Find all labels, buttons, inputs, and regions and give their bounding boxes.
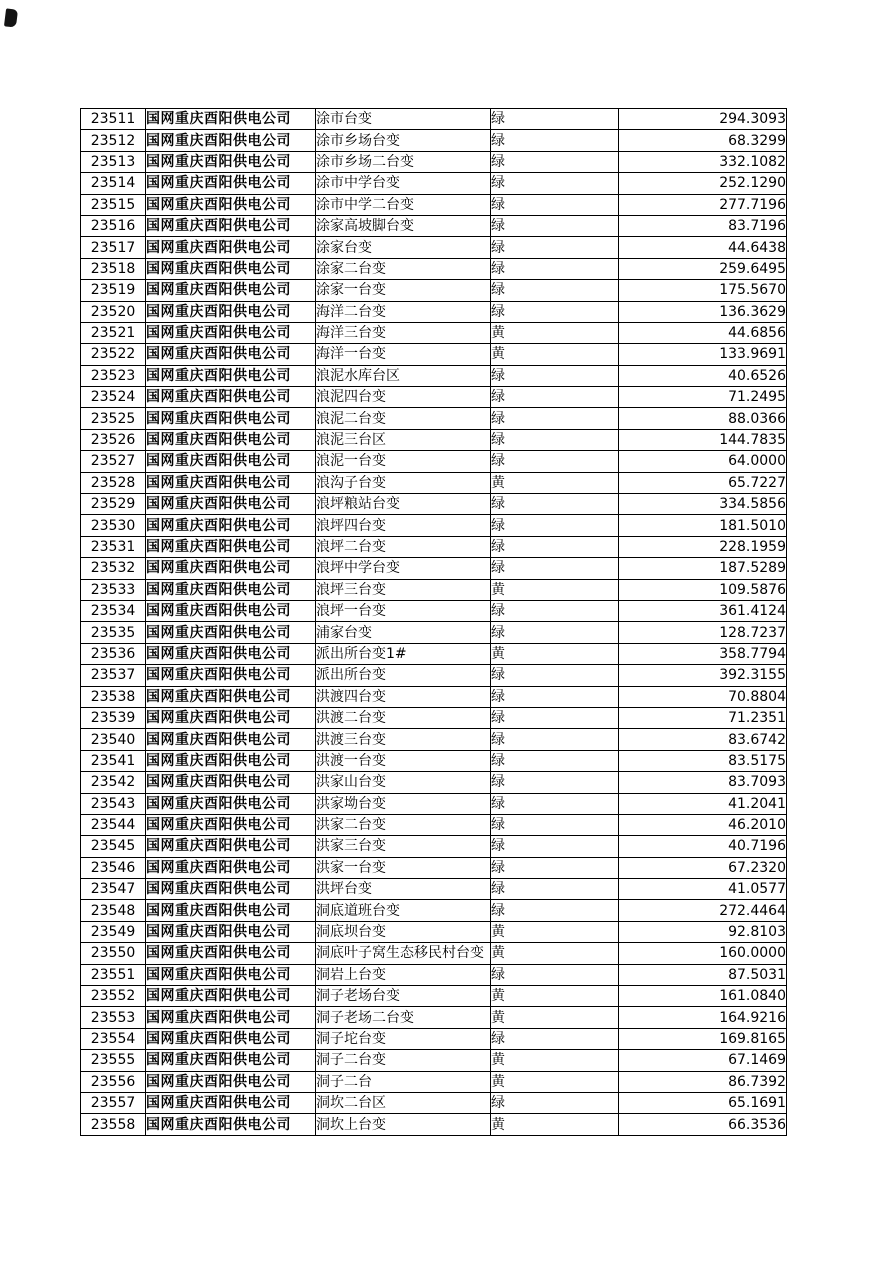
- cell-station-name: 洞坎二台区: [316, 1092, 491, 1113]
- cell-company-name: 国网重庆酉阳供电公司: [146, 729, 316, 750]
- cell-company-name: 国网重庆酉阳供电公司: [146, 408, 316, 429]
- cell-numeric-value: 161.0840: [619, 986, 787, 1007]
- cell-row-id: 23524: [81, 387, 146, 408]
- table-row: [81, 515, 787, 536]
- cell-status-label: 黄: [491, 986, 619, 1007]
- cell-row-id: 23551: [81, 964, 146, 985]
- table-row: [81, 686, 787, 707]
- cell-status-label: 绿: [491, 280, 619, 301]
- cell-numeric-value: 65.7227: [619, 472, 787, 493]
- cell-status-label: 黄: [491, 1007, 619, 1028]
- cell-status-label: 黄: [491, 1114, 619, 1135]
- cell-row-id: 23532: [81, 558, 146, 579]
- cell-row-id: 23518: [81, 258, 146, 279]
- cell-station-name: 浪坪中学台变: [316, 558, 491, 579]
- cell-status-label: 绿: [491, 814, 619, 835]
- cell-row-id: 23529: [81, 494, 146, 515]
- cell-status-label: 绿: [491, 857, 619, 878]
- cell-row-id: 23547: [81, 879, 146, 900]
- table-row: [81, 707, 787, 728]
- cell-station-name: 浦家台变: [316, 622, 491, 643]
- cell-row-id: 23539: [81, 707, 146, 728]
- cell-row-id: 23555: [81, 1050, 146, 1071]
- cell-station-name: 洞子坨台变: [316, 1028, 491, 1049]
- cell-company-name: 国网重庆酉阳供电公司: [146, 515, 316, 536]
- cell-row-id: 23546: [81, 857, 146, 878]
- cell-company-name: 国网重庆酉阳供电公司: [146, 322, 316, 343]
- cell-row-id: 23550: [81, 943, 146, 964]
- cell-row-id: 23549: [81, 921, 146, 942]
- cell-status-label: 绿: [491, 408, 619, 429]
- table-row: [81, 558, 787, 579]
- table-row: [81, 579, 787, 600]
- cell-status-label: 绿: [491, 707, 619, 728]
- cell-status-label: 绿: [491, 387, 619, 408]
- cell-company-name: 国网重庆酉阳供电公司: [146, 1071, 316, 1092]
- cell-numeric-value: 46.2010: [619, 814, 787, 835]
- cell-numeric-value: 361.4124: [619, 600, 787, 621]
- table-row: [81, 173, 787, 194]
- cell-status-label: 绿: [491, 558, 619, 579]
- cell-station-name: 洞底叶子窝生态移民村台变: [316, 943, 491, 964]
- cell-status-label: 绿: [491, 109, 619, 130]
- cell-station-name: 洪坪台变: [316, 879, 491, 900]
- table-row: [81, 280, 787, 301]
- cell-status-label: 绿: [491, 729, 619, 750]
- table-row: [81, 1028, 787, 1049]
- cell-station-name: 洞底道班台变: [316, 900, 491, 921]
- cell-row-id: 23513: [81, 151, 146, 172]
- cell-numeric-value: 83.7196: [619, 215, 787, 236]
- cell-numeric-value: 68.3299: [619, 130, 787, 151]
- cell-row-id: 23526: [81, 429, 146, 450]
- cell-company-name: 国网重庆酉阳供电公司: [146, 472, 316, 493]
- cell-station-name: 洞子老场台变: [316, 986, 491, 1007]
- cell-company-name: 国网重庆酉阳供电公司: [146, 665, 316, 686]
- table-row: [81, 1007, 787, 1028]
- cell-row-id: 23520: [81, 301, 146, 322]
- cell-status-label: 黄: [491, 322, 619, 343]
- cell-company-name: 国网重庆酉阳供电公司: [146, 237, 316, 258]
- table-row: [81, 322, 787, 343]
- cell-status-label: 绿: [491, 750, 619, 771]
- table-row: [81, 258, 787, 279]
- cell-numeric-value: 252.1290: [619, 173, 787, 194]
- cell-station-name: 浪坪三台变: [316, 579, 491, 600]
- cell-row-id: 23530: [81, 515, 146, 536]
- table-row: [81, 600, 787, 621]
- cell-row-id: 23554: [81, 1028, 146, 1049]
- table-row: [81, 387, 787, 408]
- cell-station-name: 浪泥水库台区: [316, 365, 491, 386]
- cell-row-id: 23543: [81, 793, 146, 814]
- cell-status-label: 绿: [491, 600, 619, 621]
- cell-numeric-value: 83.6742: [619, 729, 787, 750]
- table-row: [81, 1050, 787, 1071]
- cell-row-id: 23517: [81, 237, 146, 258]
- cell-row-id: 23538: [81, 686, 146, 707]
- table-row: [81, 622, 787, 643]
- cell-row-id: 23515: [81, 194, 146, 215]
- cell-station-name: 涂市中学台变: [316, 173, 491, 194]
- cell-numeric-value: 67.1469: [619, 1050, 787, 1071]
- cell-station-name: 浪泥二台变: [316, 408, 491, 429]
- cell-company-name: 国网重庆酉阳供电公司: [146, 558, 316, 579]
- cell-station-name: 海洋三台变: [316, 322, 491, 343]
- cell-station-name: 涂家台变: [316, 237, 491, 258]
- cell-numeric-value: 41.2041: [619, 793, 787, 814]
- table-row: [81, 879, 787, 900]
- cell-status-label: 黄: [491, 921, 619, 942]
- cell-station-name: 洞子二台变: [316, 1050, 491, 1071]
- table-row: [81, 857, 787, 878]
- cell-numeric-value: 41.0577: [619, 879, 787, 900]
- cell-row-id: 23540: [81, 729, 146, 750]
- cell-numeric-value: 358.7794: [619, 643, 787, 664]
- table-row: [81, 215, 787, 236]
- cell-numeric-value: 83.5175: [619, 750, 787, 771]
- cell-numeric-value: 187.5289: [619, 558, 787, 579]
- cell-row-id: 23542: [81, 772, 146, 793]
- cell-row-id: 23528: [81, 472, 146, 493]
- cell-company-name: 国网重庆酉阳供电公司: [146, 151, 316, 172]
- cell-status-label: 绿: [491, 494, 619, 515]
- table-row: [81, 900, 787, 921]
- cell-row-id: 23534: [81, 600, 146, 621]
- cell-company-name: 国网重庆酉阳供电公司: [146, 579, 316, 600]
- cell-row-id: 23548: [81, 900, 146, 921]
- cell-station-name: 洪家一台变: [316, 857, 491, 878]
- cell-company-name: 国网重庆酉阳供电公司: [146, 814, 316, 835]
- cell-station-name: 海洋一台变: [316, 344, 491, 365]
- cell-station-name: 洞坎上台变: [316, 1114, 491, 1135]
- cell-row-id: 23525: [81, 408, 146, 429]
- cell-status-label: 绿: [491, 258, 619, 279]
- cell-row-id: 23512: [81, 130, 146, 151]
- cell-company-name: 国网重庆酉阳供电公司: [146, 943, 316, 964]
- cell-company-name: 国网重庆酉阳供电公司: [146, 772, 316, 793]
- cell-station-name: 涂市中学二台变: [316, 194, 491, 215]
- table-row: [81, 472, 787, 493]
- cell-row-id: 23531: [81, 536, 146, 557]
- table-row: [81, 365, 787, 386]
- cell-row-id: 23541: [81, 750, 146, 771]
- cell-status-label: 黄: [491, 579, 619, 600]
- cell-numeric-value: 65.1691: [619, 1092, 787, 1113]
- cell-status-label: 绿: [491, 130, 619, 151]
- cell-company-name: 国网重庆酉阳供电公司: [146, 258, 316, 279]
- cell-company-name: 国网重庆酉阳供电公司: [146, 194, 316, 215]
- cell-company-name: 国网重庆酉阳供电公司: [146, 921, 316, 942]
- cell-station-name: 浪泥一台变: [316, 451, 491, 472]
- table-row: [81, 943, 787, 964]
- table-row: [81, 429, 787, 450]
- table-row: [81, 814, 787, 835]
- table-row: [81, 836, 787, 857]
- table-row: [81, 793, 787, 814]
- cell-status-label: 黄: [491, 344, 619, 365]
- cell-numeric-value: 64.0000: [619, 451, 787, 472]
- cell-station-name: 涂家高坡脚台变: [316, 215, 491, 236]
- cell-company-name: 国网重庆酉阳供电公司: [146, 622, 316, 643]
- cell-status-label: 绿: [491, 772, 619, 793]
- cell-numeric-value: 228.1959: [619, 536, 787, 557]
- table-row: [81, 344, 787, 365]
- cell-status-label: 绿: [491, 365, 619, 386]
- cell-company-name: 国网重庆酉阳供电公司: [146, 1114, 316, 1135]
- cell-station-name: 洪家三台变: [316, 836, 491, 857]
- table-body: [81, 109, 787, 1136]
- cell-status-label: 黄: [491, 472, 619, 493]
- cell-company-name: 国网重庆酉阳供电公司: [146, 109, 316, 130]
- cell-company-name: 国网重庆酉阳供电公司: [146, 857, 316, 878]
- cell-station-name: 洞子二台: [316, 1071, 491, 1092]
- cell-numeric-value: 133.9691: [619, 344, 787, 365]
- cell-numeric-value: 83.7093: [619, 772, 787, 793]
- cell-company-name: 国网重庆酉阳供电公司: [146, 836, 316, 857]
- cell-station-name: 浪泥四台变: [316, 387, 491, 408]
- cell-row-id: 23537: [81, 665, 146, 686]
- cell-company-name: 国网重庆酉阳供电公司: [146, 686, 316, 707]
- cell-status-label: 绿: [491, 215, 619, 236]
- cell-status-label: 绿: [491, 1028, 619, 1049]
- cell-company-name: 国网重庆酉阳供电公司: [146, 280, 316, 301]
- cell-company-name: 国网重庆酉阳供电公司: [146, 1007, 316, 1028]
- table-row: [81, 194, 787, 215]
- cell-company-name: 国网重庆酉阳供电公司: [146, 1028, 316, 1049]
- cell-row-id: 23553: [81, 1007, 146, 1028]
- cell-numeric-value: 40.7196: [619, 836, 787, 857]
- cell-status-label: 绿: [491, 194, 619, 215]
- cell-numeric-value: 71.2351: [619, 707, 787, 728]
- cell-station-name: 浪坪二台变: [316, 536, 491, 557]
- cell-row-id: 23516: [81, 215, 146, 236]
- cell-status-label: 绿: [491, 1092, 619, 1113]
- cell-station-name: 洪渡二台变: [316, 707, 491, 728]
- cell-station-name: 海洋二台变: [316, 301, 491, 322]
- cell-company-name: 国网重庆酉阳供电公司: [146, 793, 316, 814]
- cell-numeric-value: 128.7237: [619, 622, 787, 643]
- cell-status-label: 绿: [491, 515, 619, 536]
- table-row: [81, 729, 787, 750]
- cell-company-name: 国网重庆酉阳供电公司: [146, 344, 316, 365]
- cell-row-id: 23556: [81, 1071, 146, 1092]
- cell-station-name: 派出所台变: [316, 665, 491, 686]
- cell-status-label: 绿: [491, 793, 619, 814]
- cell-status-label: 黄: [491, 643, 619, 664]
- table-row: [81, 986, 787, 1007]
- cell-company-name: 国网重庆酉阳供电公司: [146, 494, 316, 515]
- cell-company-name: 国网重庆酉阳供电公司: [146, 879, 316, 900]
- table-row: [81, 536, 787, 557]
- cell-status-label: 绿: [491, 173, 619, 194]
- cell-numeric-value: 136.3629: [619, 301, 787, 322]
- cell-status-label: 绿: [491, 665, 619, 686]
- cell-company-name: 国网重庆酉阳供电公司: [146, 387, 316, 408]
- cell-company-name: 国网重庆酉阳供电公司: [146, 643, 316, 664]
- cell-status-label: 黄: [491, 943, 619, 964]
- cell-numeric-value: 169.8165: [619, 1028, 787, 1049]
- cell-station-name: 洪渡三台变: [316, 729, 491, 750]
- cell-company-name: 国网重庆酉阳供电公司: [146, 536, 316, 557]
- cell-station-name: 涂家一台变: [316, 280, 491, 301]
- cell-station-name: 涂市台变: [316, 109, 491, 130]
- cell-station-name: 浪泥三台区: [316, 429, 491, 450]
- table-row: [81, 1114, 787, 1135]
- cell-row-id: 23519: [81, 280, 146, 301]
- table-row: [81, 1092, 787, 1113]
- cell-numeric-value: 88.0366: [619, 408, 787, 429]
- cell-status-label: 绿: [491, 964, 619, 985]
- table-row: [81, 494, 787, 515]
- cell-status-label: 绿: [491, 237, 619, 258]
- cell-row-id: 23533: [81, 579, 146, 600]
- cell-numeric-value: 92.8103: [619, 921, 787, 942]
- table-row: [81, 643, 787, 664]
- cell-numeric-value: 71.2495: [619, 387, 787, 408]
- cell-company-name: 国网重庆酉阳供电公司: [146, 750, 316, 771]
- cell-station-name: 洪家坳台变: [316, 793, 491, 814]
- table-row: [81, 964, 787, 985]
- cell-numeric-value: 294.3093: [619, 109, 787, 130]
- cell-status-label: 黄: [491, 1050, 619, 1071]
- cell-numeric-value: 40.6526: [619, 365, 787, 386]
- cell-company-name: 国网重庆酉阳供电公司: [146, 1092, 316, 1113]
- cell-numeric-value: 86.7392: [619, 1071, 787, 1092]
- cell-station-name: 洞底坝台变: [316, 921, 491, 942]
- cell-station-name: 洪渡四台变: [316, 686, 491, 707]
- cell-numeric-value: 392.3155: [619, 665, 787, 686]
- cell-station-name: 派出所台变1#: [316, 643, 491, 664]
- cell-numeric-value: 164.9216: [619, 1007, 787, 1028]
- cell-company-name: 国网重庆酉阳供电公司: [146, 215, 316, 236]
- cell-numeric-value: 160.0000: [619, 943, 787, 964]
- table-row: [81, 151, 787, 172]
- cell-station-name: 浪坪一台变: [316, 600, 491, 621]
- cell-company-name: 国网重庆酉阳供电公司: [146, 1050, 316, 1071]
- cell-row-id: 23523: [81, 365, 146, 386]
- cell-status-label: 绿: [491, 151, 619, 172]
- cell-numeric-value: 87.5031: [619, 964, 787, 985]
- cell-company-name: 国网重庆酉阳供电公司: [146, 451, 316, 472]
- cell-station-name: 洪家二台变: [316, 814, 491, 835]
- cell-row-id: 23521: [81, 322, 146, 343]
- cell-numeric-value: 334.5856: [619, 494, 787, 515]
- table-row: [81, 921, 787, 942]
- cell-numeric-value: 175.5670: [619, 280, 787, 301]
- cell-row-id: 23535: [81, 622, 146, 643]
- cell-station-name: 涂市乡场二台变: [316, 151, 491, 172]
- cell-station-name: 浪沟子台变: [316, 472, 491, 493]
- page-corner-mark-icon: [4, 8, 18, 27]
- cell-row-id: 23536: [81, 643, 146, 664]
- cell-numeric-value: 259.6495: [619, 258, 787, 279]
- cell-row-id: 23552: [81, 986, 146, 1007]
- cell-row-id: 23514: [81, 173, 146, 194]
- table-row: [81, 408, 787, 429]
- table-row: [81, 772, 787, 793]
- cell-numeric-value: 332.1082: [619, 151, 787, 172]
- cell-station-name: 浪坪粮站台变: [316, 494, 491, 515]
- table-row: [81, 1071, 787, 1092]
- cell-numeric-value: 144.7835: [619, 429, 787, 450]
- cell-station-name: 洞岩上台变: [316, 964, 491, 985]
- cell-row-id: 23544: [81, 814, 146, 835]
- cell-station-name: 洪家山台变: [316, 772, 491, 793]
- table-row: [81, 237, 787, 258]
- station-data-table: [80, 108, 787, 1136]
- cell-numeric-value: 109.5876: [619, 579, 787, 600]
- cell-status-label: 绿: [491, 836, 619, 857]
- cell-station-name: 涂市乡场台变: [316, 130, 491, 151]
- table-row: [81, 109, 787, 130]
- cell-company-name: 国网重庆酉阳供电公司: [146, 173, 316, 194]
- table-row: [81, 665, 787, 686]
- table-row: [81, 451, 787, 472]
- cell-company-name: 国网重庆酉阳供电公司: [146, 301, 316, 322]
- cell-station-name: 洪渡一台变: [316, 750, 491, 771]
- cell-status-label: 绿: [491, 900, 619, 921]
- cell-numeric-value: 277.7196: [619, 194, 787, 215]
- cell-numeric-value: 70.8804: [619, 686, 787, 707]
- table-row: [81, 750, 787, 771]
- cell-numeric-value: 181.5010: [619, 515, 787, 536]
- cell-row-id: 23511: [81, 109, 146, 130]
- cell-company-name: 国网重庆酉阳供电公司: [146, 600, 316, 621]
- cell-status-label: 绿: [491, 451, 619, 472]
- cell-status-label: 绿: [491, 686, 619, 707]
- cell-status-label: 绿: [491, 622, 619, 643]
- cell-station-name: 涂家二台变: [316, 258, 491, 279]
- cell-company-name: 国网重庆酉阳供电公司: [146, 130, 316, 151]
- cell-company-name: 国网重庆酉阳供电公司: [146, 986, 316, 1007]
- cell-company-name: 国网重庆酉阳供电公司: [146, 964, 316, 985]
- table-row: [81, 301, 787, 322]
- cell-station-name: 洞子老场二台变: [316, 1007, 491, 1028]
- cell-row-id: 23557: [81, 1092, 146, 1113]
- cell-status-label: 绿: [491, 536, 619, 557]
- cell-status-label: 绿: [491, 879, 619, 900]
- cell-numeric-value: 272.4464: [619, 900, 787, 921]
- cell-status-label: 绿: [491, 301, 619, 322]
- cell-station-name: 浪坪四台变: [316, 515, 491, 536]
- cell-row-id: 23558: [81, 1114, 146, 1135]
- cell-company-name: 国网重庆酉阳供电公司: [146, 707, 316, 728]
- cell-numeric-value: 44.6856: [619, 322, 787, 343]
- cell-row-id: 23545: [81, 836, 146, 857]
- cell-row-id: 23527: [81, 451, 146, 472]
- cell-status-label: 黄: [491, 1071, 619, 1092]
- table-row: [81, 130, 787, 151]
- cell-company-name: 国网重庆酉阳供电公司: [146, 900, 316, 921]
- cell-numeric-value: 66.3536: [619, 1114, 787, 1135]
- cell-status-label: 绿: [491, 429, 619, 450]
- cell-numeric-value: 67.2320: [619, 857, 787, 878]
- cell-company-name: 国网重庆酉阳供电公司: [146, 429, 316, 450]
- cell-row-id: 23522: [81, 344, 146, 365]
- cell-numeric-value: 44.6438: [619, 237, 787, 258]
- cell-company-name: 国网重庆酉阳供电公司: [146, 365, 316, 386]
